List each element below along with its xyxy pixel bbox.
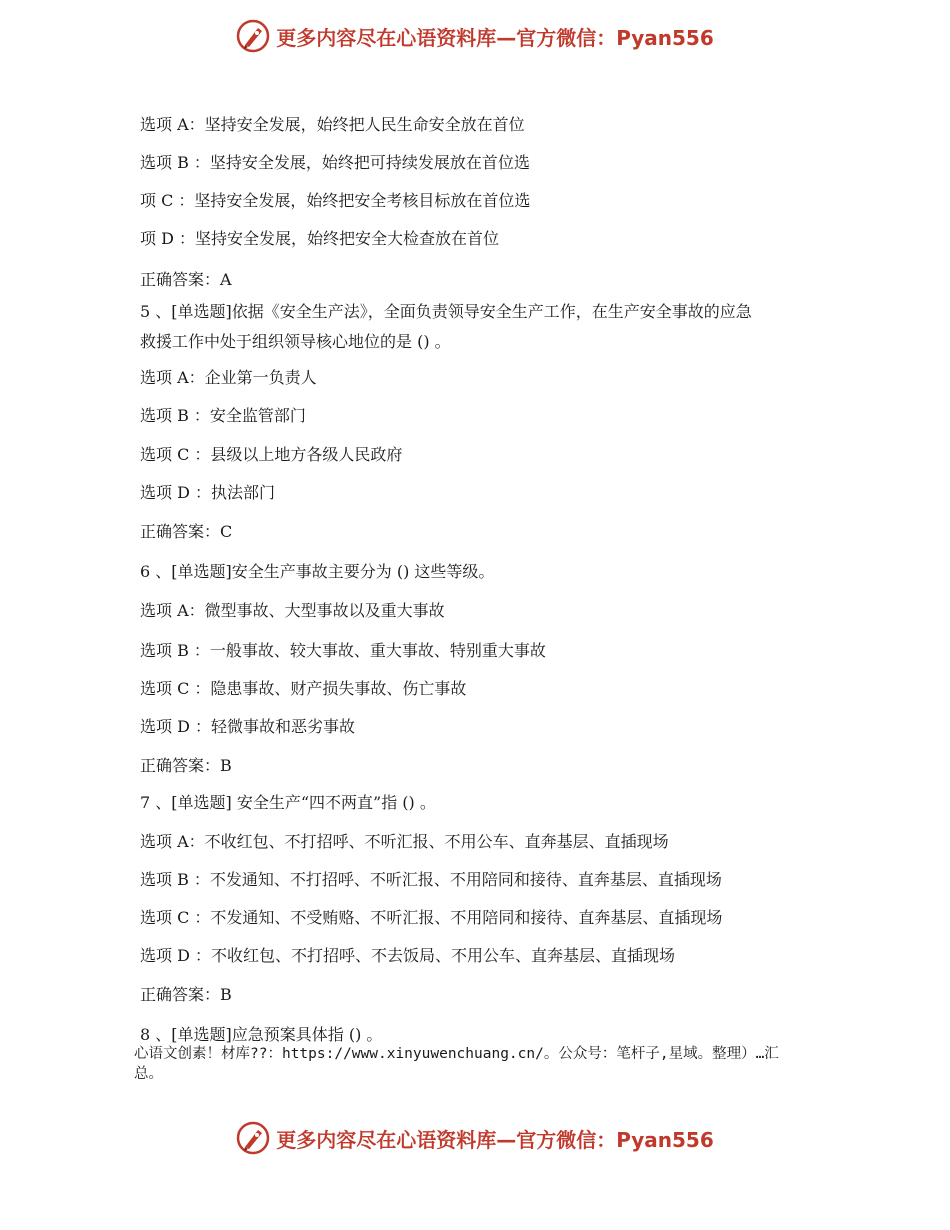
option-line: 选项 A：不收红包、不打招呼、不听汇报、不用公车、直奔基层、直插现场 [140, 832, 669, 851]
option-line: 选项 C ：隐患事故、财产损失事故、伤亡事故 [140, 679, 467, 698]
option-line: 选项 C ：县级以上地方各级人民政府 [140, 445, 403, 464]
question-line: 6 、[单选题]安全生产事故主要分为 () 这些等级。 [140, 562, 495, 581]
question-line: 8 、[单选题]应急预案具体指 () 。 [140, 1025, 383, 1044]
banner-text: 更多内容尽在心语资料库—官方微信：Pyan556 [276, 1127, 714, 1152]
pen-logo-icon [236, 1121, 270, 1155]
option-line: 选项 B ：坚持安全发展，始终把可持续发展放在首位选 [140, 153, 530, 172]
question-line: 救援工作中处于组织领导核心地位的是 () 。 [140, 332, 451, 351]
answer-line: 正确答案：C [140, 522, 233, 541]
option-line: 选项 A：坚持安全发展，始终把人民生命安全放在首位 [140, 115, 525, 134]
question-line: 7 、[单选题] 安全生产“四不两直”指 () 。 [140, 793, 436, 812]
option-line: 选项 D ：不收红包、不打招呼、不去饭局、不用公车、直奔基层、直插现场 [140, 946, 676, 965]
answer-line: 正确答案：B [140, 985, 232, 1004]
header-banner [0, 16, 950, 56]
option-line: 项 D ：坚持安全发展，始终把安全大检查放在首位 [140, 229, 500, 248]
option-line: 选项 C ：不发通知、不受贿赂、不听汇报、不用陪同和接待、直奔基层、直插现场 [140, 908, 723, 927]
source-note: 心语文创素！材库??：https://www.xinyuwenchuang.cn/。公众号：笔杆子,星域。整理）…汇 [134, 1046, 779, 1062]
source-note: 总。 [134, 1066, 163, 1082]
option-line: 选项 B ：不发通知、不打招呼、不听汇报、不用陪同和接待、直奔基层、直插现场 [140, 870, 722, 889]
footer-banner [0, 1118, 950, 1158]
pen-logo-icon [236, 19, 270, 53]
question-line: 5 、[单选题]依据《安全生产法》，全面负责领导安全生产工作，在生产安全事故的应急 [140, 302, 752, 321]
option-line: 选项 B ：安全监管部门 [140, 406, 306, 425]
option-line: 选项 A：微型事故、大型事故以及重大事故 [140, 601, 445, 620]
option-line: 选项 A：企业第一负责人 [140, 368, 317, 387]
answer-line: 正确答案：B [140, 756, 232, 775]
option-line: 选项 D ：轻微事故和恶劣事故 [140, 717, 356, 736]
option-line: 项 C ：坚持安全发展，始终把安全考核目标放在首位选 [140, 191, 531, 210]
option-line: 选项 D ：执法部门 [140, 483, 276, 502]
answer-line: 正确答案：A [140, 270, 232, 289]
banner-text: 更多内容尽在心语资料库—官方微信：Pyan556 [276, 25, 714, 50]
option-line: 选项 B ：一般事故、较大事故、重大事故、特别重大事故 [140, 641, 546, 660]
